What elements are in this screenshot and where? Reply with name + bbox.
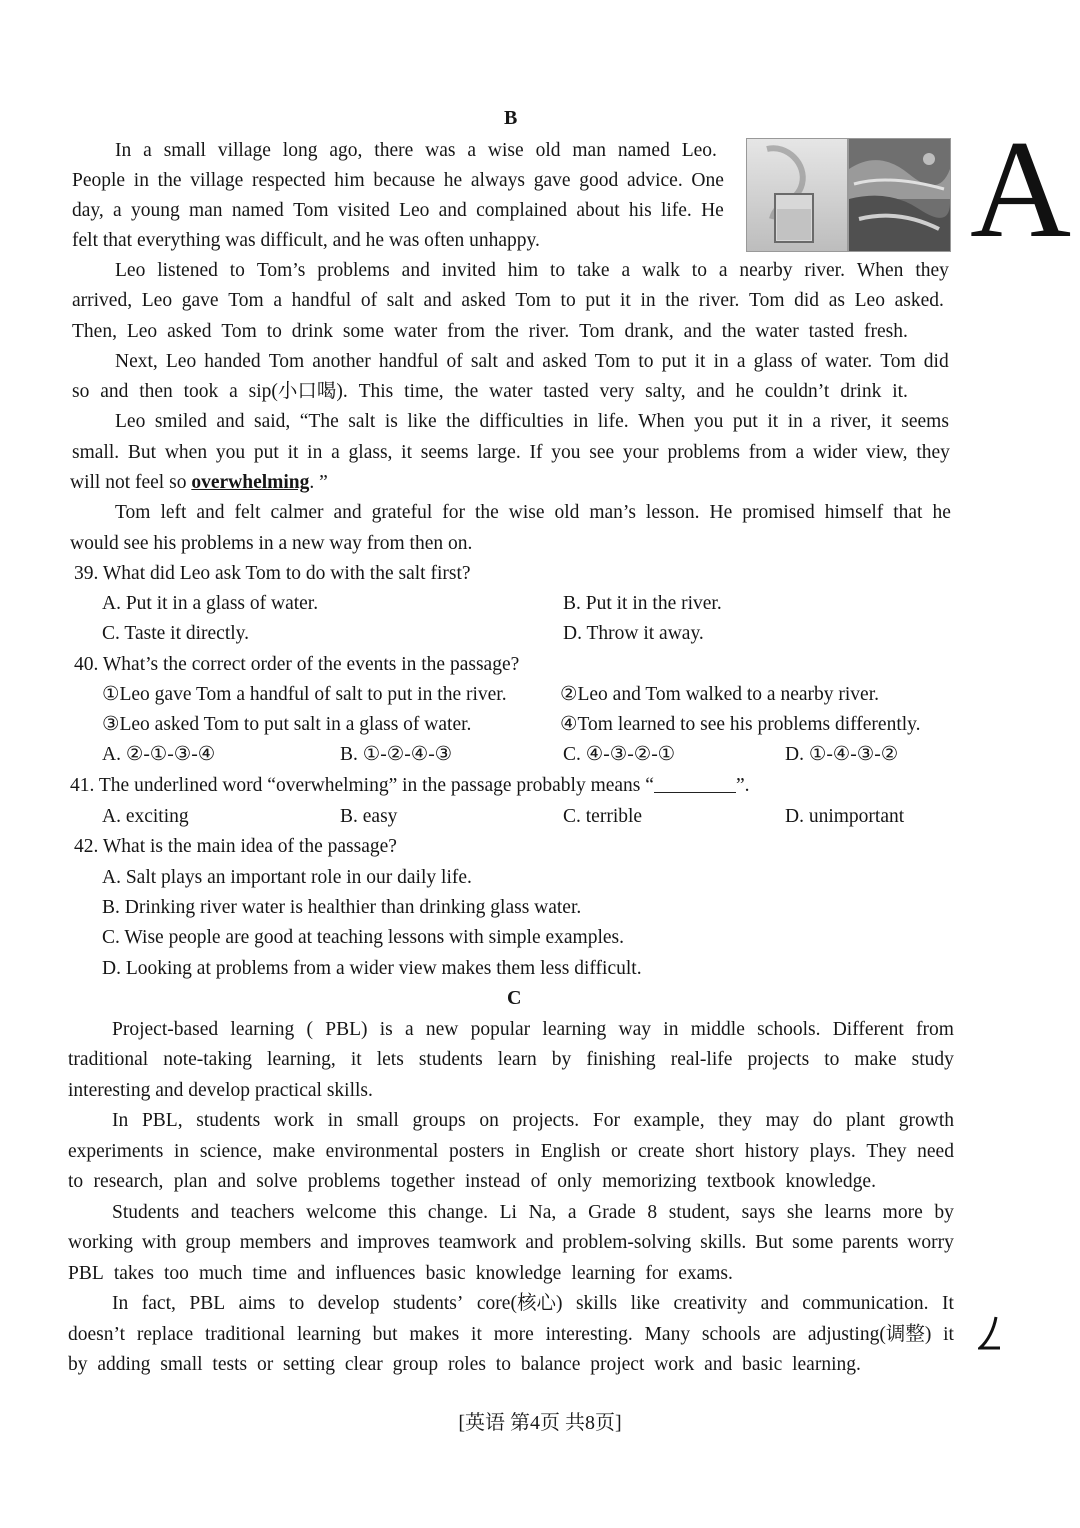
passage-c-line: by adding small tests or setting clear group roles to balance project work and basic learning. [68,1354,861,1375]
question-42-stem: 42. What is the main idea of the passage? [74,836,397,857]
passage-b-line: People in the village respected him because he always gave good advice. One [72,170,724,191]
passage-b-line: Then, Leo asked Tom to drink some water from the river. Tom drank, and the water tasted fresh. [72,321,908,342]
q41-option-a[interactable]: A. exciting [102,806,189,827]
q42-option-a[interactable]: A. Salt plays an important role in our daily life. [102,867,472,888]
q41-stem-prefix: 41. The underlined word “overwhelming” in the passage probably means “ [70,775,654,796]
q41-option-b[interactable]: B. easy [340,806,398,827]
q40-event-2: ②Leo and Tom walked to a nearby river. [560,684,879,705]
overwhelming-line-prefix: will not feel so [70,472,192,493]
passage-c-line: Project-based learning ( PBL) is a new popular learning way in middle schools. Different from [112,1019,954,1040]
passage-c-line: experiments in science, make environmental posters in English or create short history plays. They need [68,1141,954,1162]
passage-b-line: Leo listened to Tom’s problems and invited him to take a walk to a nearby river. When they [115,260,949,281]
q40-option-c[interactable]: C. ④-③-②-① [563,744,676,765]
passage-c-line: traditional note-taking learning, it lets students learn by finishing real-life projects to make study [68,1049,954,1070]
q39-option-d[interactable]: D. Throw it away. [563,623,704,644]
section-b-heading: B [504,107,518,129]
page-footer: [英语 第4页 共8页] [458,1412,622,1434]
passage-b-line: arrived, Leo gave Tom a handful of salt and asked Tom to put it in the river. Tom did as Leo asked. [72,290,944,311]
question-41-stem [70,774,749,798]
passage-b-line: felt that everything was difficult, and he was often unhappy. [72,230,540,251]
passage-b-line: Next, Leo handed Tom another handful of salt and asked Tom to put it in a glass of water. Tom did [115,351,949,372]
passage-b-line-overwhelming [70,471,370,495]
passage-b-line: Leo smiled and said, “The salt is like the difficulties in life. When you put it in a river, it seems [115,411,949,432]
q40-option-a[interactable]: A. ②-①-③-④ [102,744,216,765]
section-c-heading: C [507,987,522,1009]
q40-option-b[interactable]: B. ①-②-④-③ [340,744,453,765]
q39-option-b[interactable]: B. Put it in the river. [563,593,722,614]
q39-option-a[interactable]: A. Put it in a glass of water. [102,593,319,614]
river-illustration [848,138,951,252]
question-40-stem: 40. What’s the correct order of the events in the passage? [74,654,520,675]
passage-c-line: working with group members and improves teamwork and problem-solving skills. But some parents worry [68,1232,954,1253]
q41-option-d[interactable]: D. unimportant [785,806,905,827]
passage-c-line: doesn’t replace traditional learning but makes it more interesting. Many schools are adjusting(调整) it [68,1324,954,1345]
q39-option-c[interactable]: C. Taste it directly. [102,623,250,644]
q40-event-4: ④Tom learned to see his problems differently. [560,714,921,735]
passage-b-line: so and then took a sip(小口喝). This time, the water tasted very salty, and he couldn’t drink it. [72,381,908,402]
q42-option-c[interactable]: C. Wise people are good at teaching lessons with simple examples. [102,927,624,948]
passage-c-line: interesting and develop practical skills. [68,1080,373,1101]
passage-c-line: Students and teachers welcome this change. Li Na, a Grade 8 student, says she learns more by [112,1202,954,1223]
glass-of-water-illustration [746,138,848,252]
q42-option-b[interactable]: B. Drinking river water is healthier than drinking glass water. [102,897,582,918]
q40-event-3: ③Leo asked Tom to put salt in a glass of water. [102,714,472,735]
q40-option-d[interactable]: D. ①-④-③-② [785,744,899,765]
passage-c-line: PBL takes too much time and influences basic knowledge learning for exams. [68,1263,733,1284]
q41-answer-blank[interactable] [654,776,736,793]
question-39-stem: 39. What did Leo ask Tom to do with the salt first? [74,563,471,584]
passage-c-line: In fact, PBL aims to develop students’ core(核心) skills like creativity and communication. It [112,1293,954,1314]
passage-b-line: Tom left and felt calmer and grateful for the wise old man’s lesson. He promised himself that he [115,502,951,523]
q41-option-c[interactable]: C. terrible [563,806,643,827]
margin-mark: A [970,112,1072,267]
passage-b-line: In a small village long ago, there was a wise old man named Leo. [115,140,717,161]
corner-mark-icon [978,1315,1004,1351]
q40-event-1: ①Leo gave Tom a handful of salt to put in the river. [102,684,507,705]
passage-b-line: day, a young man named Tom visited Leo and complained about his life. He [72,200,724,221]
passage-c-line: to research, plan and solve problems together instead of only memorizing textbook knowledge. [68,1171,876,1192]
passage-c-line: In PBL, students work in small groups on projects. For example, they may do plant growth [112,1110,954,1131]
underlined-word-overwhelming: overwhelming [191,472,310,493]
overwhelming-line-suffix: . ” [309,472,328,493]
passage-b-line: would see his problems in a new way from then on. [70,533,473,554]
passage-b-line: small. But when you put it in a glass, it seems large. If you see your problems from a wider view, they [72,442,950,463]
q41-stem-suffix: ”. [735,775,750,796]
q42-option-d[interactable]: D. Looking at problems from a wider view makes them less difficult. [102,958,642,979]
